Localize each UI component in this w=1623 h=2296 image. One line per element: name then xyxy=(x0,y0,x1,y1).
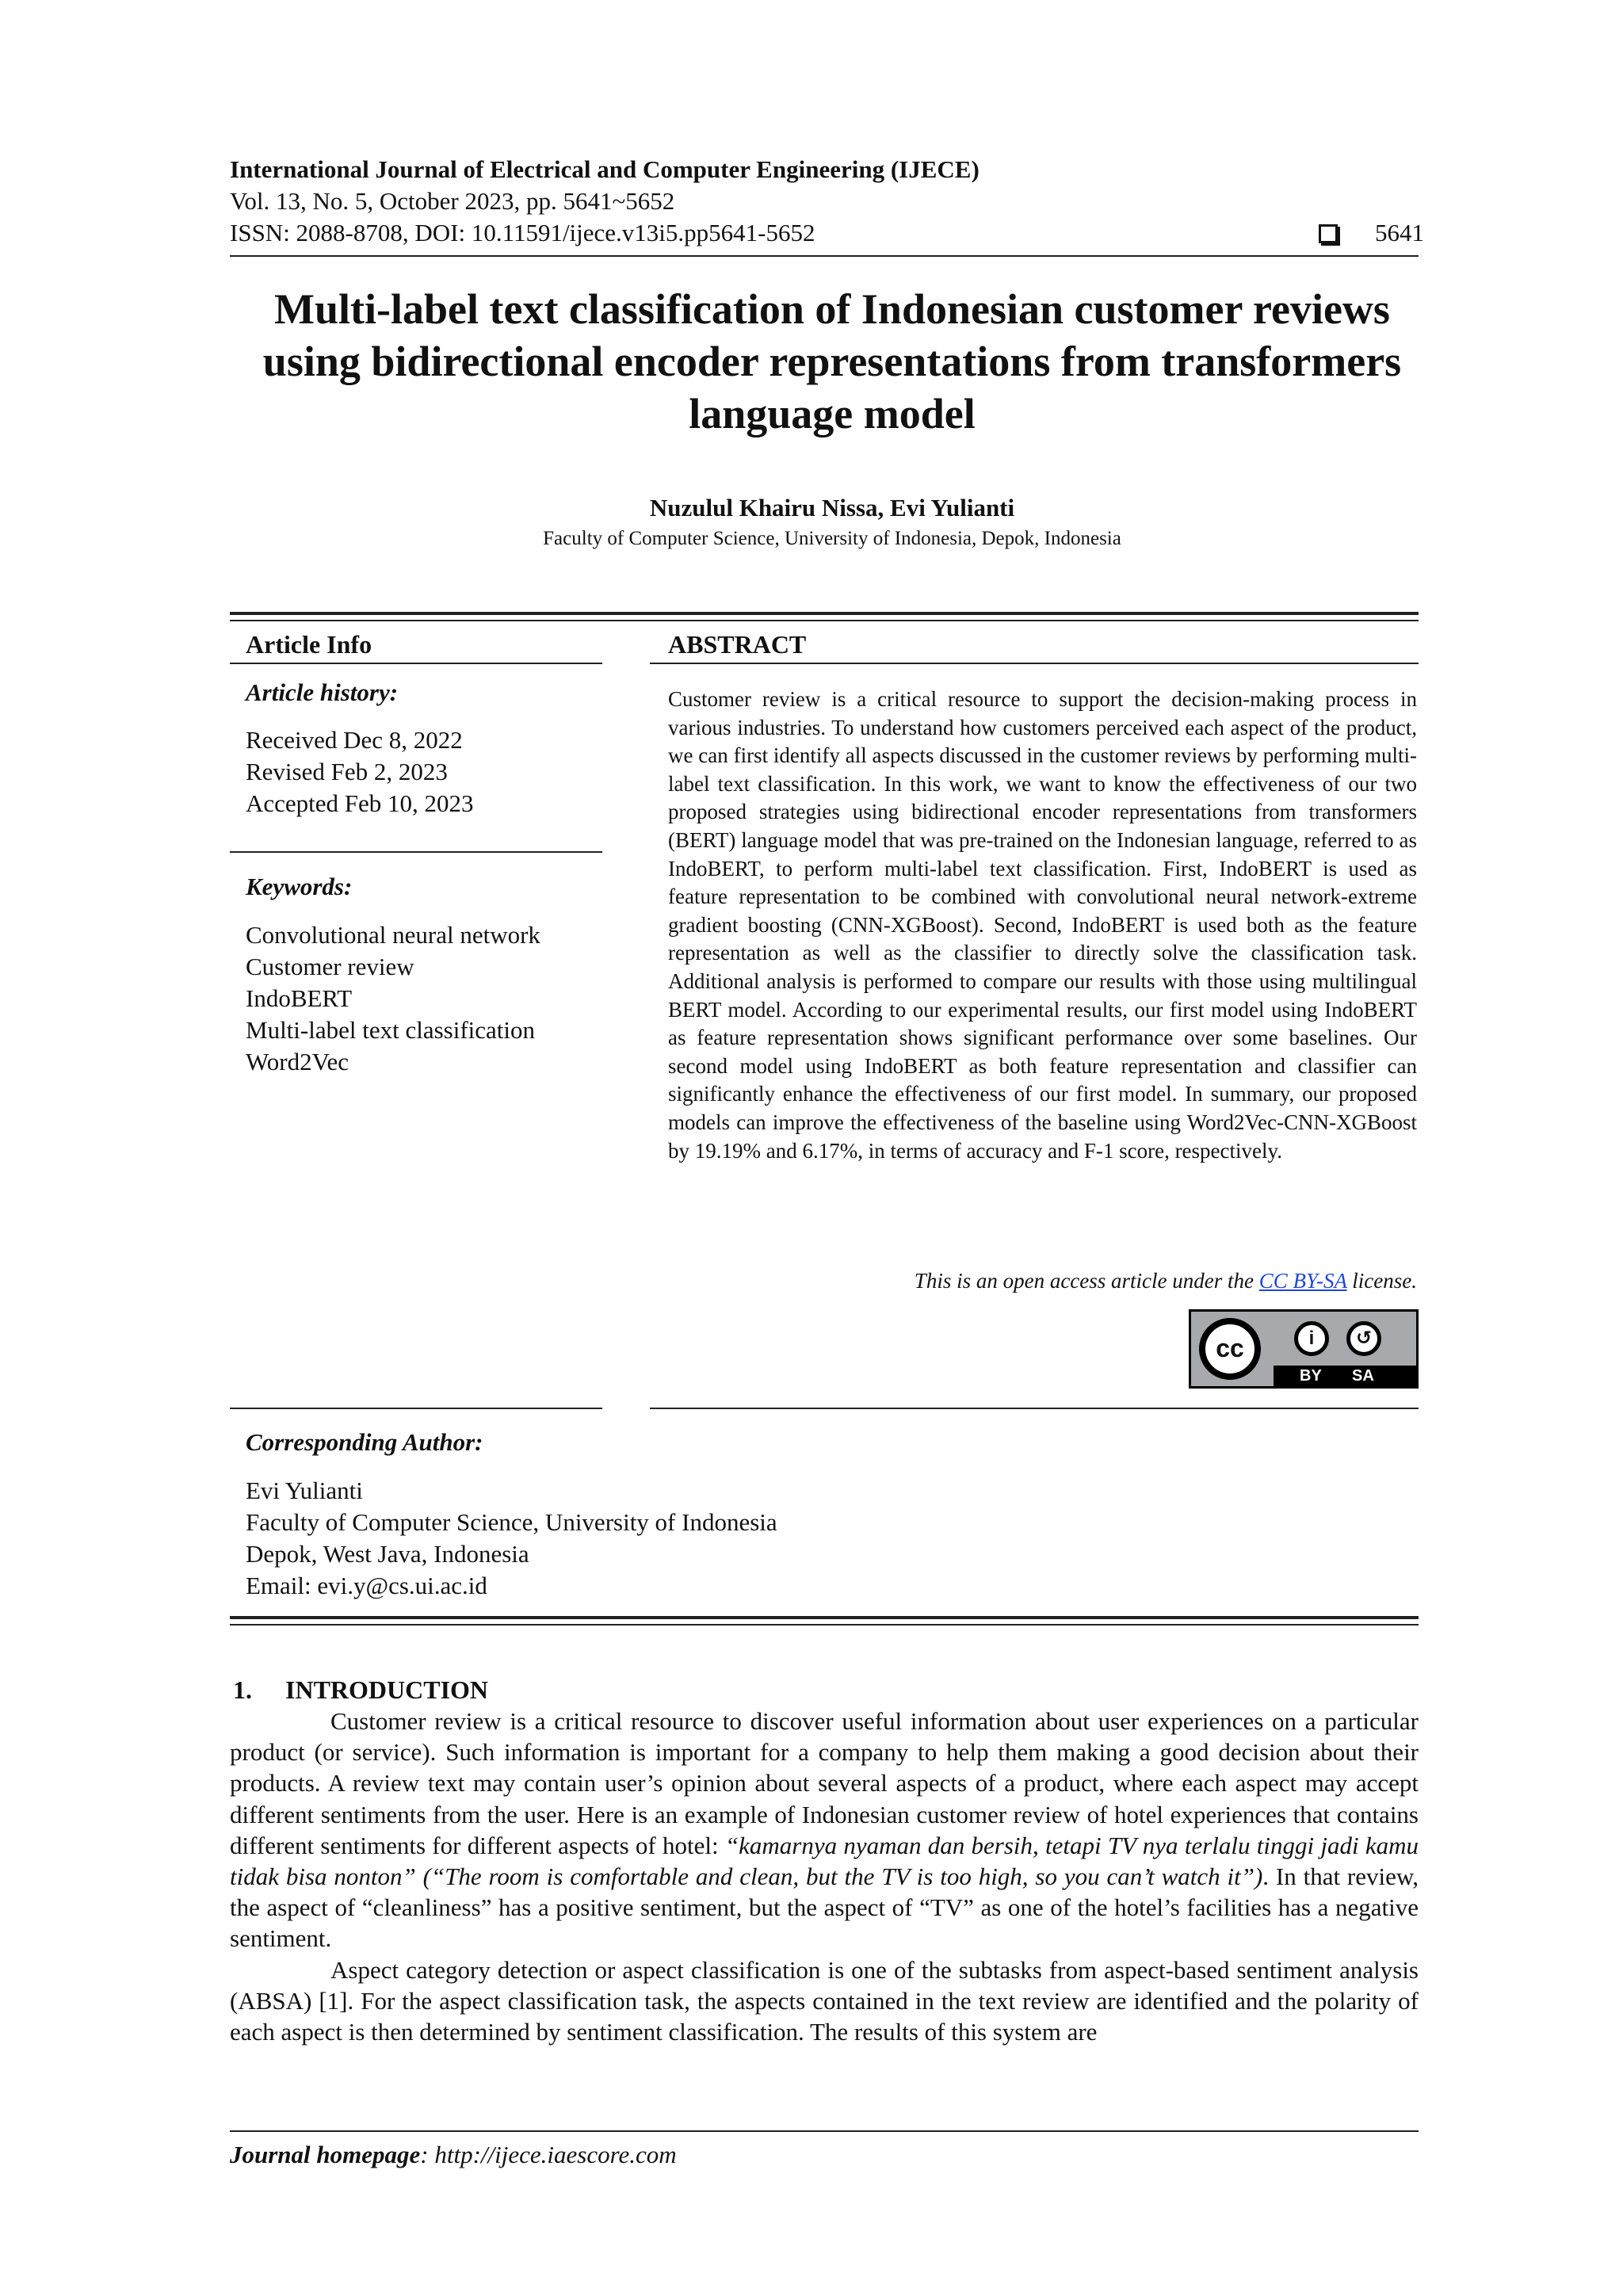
title-line: language model xyxy=(689,390,976,437)
cc-by-sa-link[interactable]: CC BY-SA xyxy=(1258,1269,1347,1293)
article-info-rule xyxy=(230,663,602,664)
corresponding-name: Evi Yulianti xyxy=(246,1477,363,1504)
history-revised: Revised Feb 2, 2023 xyxy=(246,758,448,785)
attribution-icon: i xyxy=(1294,1321,1329,1356)
title-line: Multi-label text classification of Indonesian customer reviews xyxy=(274,285,1390,333)
badge-sa-label: SA xyxy=(1352,1367,1374,1385)
intro-paragraph xyxy=(230,1706,1419,1954)
intro-paragraph: Aspect category detection or aspect classification is one of the subtasks from aspect-based sentiment analysis (ABSA) [1]. For the aspect classification task, the aspects contained in the text review are identified and the polarity of each aspect is then determined by sentiment classification. The results of this system are xyxy=(230,1955,1419,2046)
corresponding-email: Email: evi.y@cs.ui.ac.id xyxy=(246,1572,487,1599)
header-rule xyxy=(230,255,1419,257)
keyword-item: Multi-label text classification xyxy=(246,1016,536,1044)
license-prefix: This is an open access article under the xyxy=(914,1269,1259,1293)
journal-title: International Journal of Electrical and Computer Engineering (IJECE) xyxy=(230,155,980,183)
keywords-list xyxy=(246,919,540,1078)
abstract-bottom-rule xyxy=(650,1408,1419,1409)
keywords-rule xyxy=(230,851,602,853)
footer-url[interactable]: : http://ijece.iaescore.com xyxy=(420,2141,677,2168)
keyword-item: Convolutional neural network xyxy=(246,921,540,949)
affiliation: Faculty of Computer Science, University of Indonesia, Depok, Indonesia xyxy=(543,528,1121,549)
keyword-item: IndoBERT xyxy=(246,984,353,1012)
keyword-item: Word2Vec xyxy=(246,1048,349,1075)
intro-example-quote: “kamarnya nyaman dan bersih, tetapi TV nya terlalu tinggi jadi kamu tidak bisa nonton” (“The room is comfortable and clean, but the TV is too high, so you can’t watch it”) xyxy=(230,1831,1419,1891)
cc-by-sa-badge[interactable] xyxy=(1189,1309,1419,1389)
abstract-text: Customer review is a critical resource to support the decision-making process in various industries. To understand how customers perceived each aspect of the product, we can first identify all aspects discussed in the customer reviews by performing multi-label text classification. In this work, we want to know the effectiveness of our two proposed strategies using bidirectional encoder representations from transformers (BERT) language model that was pre-trained on the Indonesian language, referred to as IndoBERT, to perform multi-label text classification. First, IndoBERT is used as feature representation to be combined with convolutional neural network-extreme gradient boosting (CNN-XGBoost). Second, IndoBERT is used both as the feature representation as well as the classifier to directly solve the classification task. Additional analysis is performed to compare our results with those using multilingual BERT model. According to our experimental results, our first model using IndoBERT as feature representation shows significant performance over some baselines. Our second model using IndoBERT as both feature representation and classifier can significantly enhance the effectiveness of our first model. In summary, our proposed models can improve the effectiveness of the baseline using Word2Vec-CNN-XGBoost by 19.19% and 6.17%, in terms of accuracy and F-1 score, respectively. xyxy=(668,687,1417,1163)
license-suffix: license. xyxy=(1346,1269,1417,1293)
footer-label: Journal homepage xyxy=(230,2141,421,2168)
history-accepted: Accepted Feb 10, 2023 xyxy=(246,789,474,817)
corresponding-location: Depok, West Java, Indonesia xyxy=(246,1540,529,1568)
author-list: Nuzulul Khairu Nissa, Evi Yulianti xyxy=(649,494,1015,521)
title-line: using bidirectional encoder representations from transformers xyxy=(262,338,1402,385)
intro-text: Customer review is a critical resource to discover useful information about user experiences on a particular product (or service). Such information is important for a company to help them making a good decision about their products. A review text may contain user’s opinion about several aspects of a product, where each aspect may accept different sentiments from the user. Here is an example of Indonesian customer review of hotel experiences that contains different sentiments for different aspects of hotel: xyxy=(230,1707,1419,1859)
checkbox-icon xyxy=(1319,224,1338,243)
article-info-heading: Article Info xyxy=(246,630,372,659)
badge-by-label: BY xyxy=(1300,1367,1322,1385)
cc-logo-icon: cc xyxy=(1199,1318,1261,1380)
footer-rule xyxy=(230,2130,1419,2132)
intro-text: . In that review, the aspect of “cleanliness” has a positive sentiment, but the aspect of “TV” as one of the hotel’s facilities has a negative sentiment. xyxy=(230,1862,1419,1953)
cc-badge-bar xyxy=(1274,1366,1416,1386)
info-top-rule xyxy=(230,612,1419,621)
article-history-heading: Article history: xyxy=(246,678,399,706)
abstract-rule xyxy=(650,663,1419,664)
journal-homepage xyxy=(230,2140,677,2170)
introduction-body xyxy=(230,1706,1419,2047)
corresponding-author-heading: Corresponding Author: xyxy=(246,1428,483,1456)
corresponding-institution: Faculty of Computer Science, University of Indonesia xyxy=(246,1508,777,1536)
share-alike-icon: ↺ xyxy=(1346,1321,1381,1356)
abstract-heading: ABSTRACT xyxy=(668,630,807,659)
introduction-heading xyxy=(233,1674,488,1706)
corresponding-author-details xyxy=(246,1475,777,1602)
info-bottom-rule xyxy=(230,1408,602,1409)
section-title: INTRODUCTION xyxy=(285,1675,489,1704)
keyword-item: Customer review xyxy=(246,953,414,980)
license-line xyxy=(668,1266,1417,1295)
info-bottom-double-rule xyxy=(230,1616,1419,1626)
issn-doi-line: ISSN: 2088-8708, DOI: 10.11591/ijece.v13i5.pp5641-5652 xyxy=(230,219,815,246)
volume-line: Vol. 13, No. 5, October 2023, pp. 5641~5652 xyxy=(230,187,675,215)
paper-title xyxy=(230,283,1434,440)
section-number: 1. xyxy=(233,1675,252,1704)
article-history-list xyxy=(246,724,474,819)
page-number: 5641 xyxy=(1375,219,1424,246)
keywords-heading: Keywords: xyxy=(246,873,353,900)
history-received: Received Dec 8, 2022 xyxy=(246,726,463,754)
